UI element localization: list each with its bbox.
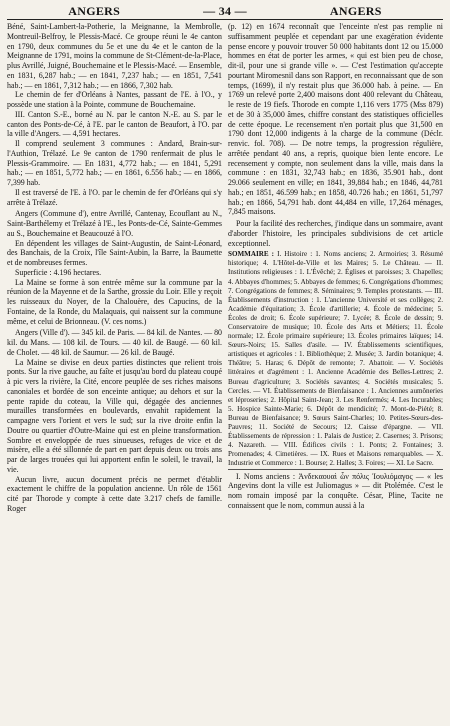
paragraph: III. Canton S.-E., borné au N. par le canton N.-E. au S. par le canton des Ponts-de-Cé, à l'E. par le canton de Beaufort, à l'O. par la ville d'Angers. — 4,591 hectares. <box>7 109 222 139</box>
summary-heading: SOMMAIRE : <box>228 250 275 259</box>
paragraph: Pour la facilité des recherches, j'indique dans un sommaire, avant d'aborder l'histoire, les principales subdivisions de cet article exceptionnel. <box>228 219 443 248</box>
paragraph: Béné, Saint-Lambert-la-Potherie, la Meignanne, la Membrolle, Montreuil-Belfroy, le Plessis-Macé. Ce groupe réuni le 4e canton en 1790, deux communes du 5e et une du 4e et le canton de la Meignanne de 1791, moins la commune de St-Clément-de-la-Place, plus Avrillé, Juigné, Bouchemaine et le Plessis-Macé. — Ensemble, en 1831, 6,287 hab.; — en 1841, 7,237 hab.; — en 1851, 7,541 hab.; — en 1861, 7,312 hab.; — en 1866, 7,302 hab. <box>7 22 222 90</box>
paragraph: La Maine se divise en deux parties distinctes que relient trois ponts. Sur la rive gauche, au faîte et jusqu'au bord du plateau coupé à pic vers la rivière, la Cité, encore peuplée de ses riches maisons canoniales et bordée de son enceinte antique; au dehors et sur la pente rapide du coteau, la Ville qui, dégagée des anciennes murailles transformées en boulevards, envahit rapidement la campagne vers l'orient et vers le sud; sur la rive droite enfin la Doutre ou quartier d'Outre-Maine qui est en pleine transformation. Sombre et enveloppée de rues sinueuses, refuges de vice et de misère, elle a été sillonnée de part en part depuis deux ou trois ans par de larges trouées qui lui apportent enfin le soleil, le travail, la vie. <box>7 357 222 474</box>
paragraph: Angers (Commune d'), entre Avrillé, Cantenay, Ecouflant au N., Saint-Barthélemy et Trélazé à l'E., les Ponts-de-Cé, Sainte-Gemmes au S., Bouchemaine et Beaucouzé à l'O. <box>7 209 222 238</box>
paragraph: (p. 12) en 1674 reconnaît que l'enceinte n'est pas remplie ni suffisamment peuplée et cependant par une exagération évidente pense encore y pouvoir trouver 50 000 habitants dont 12 ou 15.000 hommes en état de porter les armes, « qui est bien peu de chose, dit-il, pour une si grande ville ». — C'est l'estimation qu'accepte pourtant Miromesnil dans son Rapport, en reconnaissant que de son temps, (1699), il n'y restait plus que 36.000 hab. à peine. — En 1769 un relevé porte 2,400 maisons dont 400 relevant du Château, le reste de 19 fiefs. Thorode en compte 1,116 vers 1775 (Mss 879) et de 30 à 35,000 âmes, chiffre constant des statistiques officielles de cette époque. Le recensement n'en portait plus que 31,500 en 1790 dont 12,000 indigents à la charge de la commune (Déclr. renvic. fol. 708). — De notre temps, la progression régulière, arrêtée pendant 40 ans, a repris, quoique bien lente encore. Le recensement y compte, non seulement dans la ville, mais dans la commune : en 1831, 32,743 hab.; en 1836, 35.901 hab., dont 29.066 seulement en ville; en 1841, 39,884 hab.; en 1846, 44,781 hab.; en 1851, 46.599 hab.; en 1858, 40.726 hab.; en 1861, 51,797 hab.; en 1866, 54,791 hab. dont 44,484 en ville, 17,264 ménages, 7,845 maisons. <box>228 22 443 217</box>
paragraph: Le chemin de fer d'Orléans à Nantes, passant de l'E. à l'O., y possède une station à la Pointe, commune de Bouchemaine. <box>7 90 222 109</box>
paragraph: Il comprend seulement 3 communes : Andard, Brain-sur-l'Authion, Trélazé. Le 9e canton de 1790 renfermait de plus le Plessis-Grammoire. — En 1831, 4,772 hab.; — en 1841, 5,291 hab.; — en 1851, 5,772 hab.; — en 1861, 6.556 hab.; — en 1866, 7,399 hab. <box>7 139 222 187</box>
running-header <box>7 4 443 18</box>
paragraph: En dépendent les villages de Saint-Augustin, de Saint-Léonard, des Banchais, de la Croix, l'île Saint-Aubin, la Barre, la Baumette et de nombreuses fermes. <box>7 238 222 267</box>
right-column <box>228 22 443 716</box>
paragraph: La Maine se forme à son entrée même sur la commune par la réunion de la Mayenne et de la Sarthe, grossie du Loir. Elle y reçoit les ruisseaux du Noyer, de la Chalouère, des Capucins, de la Fontaine, de la Ronde, du Malaquais, qui naissent sur la commune même, et celui de Brionneau. (V. ces noms.) <box>7 277 222 326</box>
header-left-title: ANGERS <box>68 4 121 18</box>
header-right-title: ANGERS <box>329 4 382 18</box>
left-column <box>7 22 222 716</box>
paragraph: Il est traversé de l'E. à l'O. par le chemin de fer d'Orléans qui s'y arrête à Trélazé. <box>7 187 222 207</box>
paragraph: Aucun livre, aucun document précis ne permet d'établir exactement le chiffre de la population ancienne. Un rôle de 1561 cité par Thorode y compte à cette date 3.217 chefs de famille. Roger <box>7 474 222 513</box>
paragraph: Superficie : 4.196 hectares. <box>15 267 102 277</box>
summary-block <box>228 250 443 468</box>
header-rule <box>7 19 443 20</box>
footnote: I. Noms anciens : Ἀνδεκαουαὶ ὧν πόλις Ἰουλιόμαγος — « les Angevins dont la ville est Juliomagus » — dit Ptolémée. C'est le nom romain imposé par la conquête. César, Pline, Tacite ne connaissent que le nom, commun aussi à la <box>228 469 443 511</box>
page-number: — 34 — <box>203 4 247 18</box>
summary-text: I. Histoire : 1. Noms anciens; 2. Armoiries; 3. Résumé historique; 4. L'Hôtel-de-Ville et les Maires; 5. Le Château. — II. Institutions religieuses : 1. L'Évêché; 2. Églises et paroisses; 3. Chapelles; 4. Abbayes d'hommes; 5. Abbayes de femmes; 6. Congrégations d'hommes; 7. Congrégations de femmes; 8. Séminaires; 9. Temples protestants. — III. Établissements d'instruction : 1. L'ancienne Université et ses collèges; 2. Académie d'équitation; 3. École d'artillerie; 4. École de médecine; 5. Écoles de droit; 6. École supérieure; 7. Lycée; 8. École de dessin; 9. Conservatoire de musique; 10. École des Arts et Métiers; 11. École normale; 12. École primaire supérieure; 13. Écoles primaires laïques; 14. Sœurs-Noirs; 15. Salles d'asile. — IV. Établissements scientifiques, artistiques et agricoles : 1. Bibliothèque; 2. Musée; 3. Jardin botanique; 4. Théâtre; 5. Haras; 6. Dépôt de remonte; 7. Abattoir. — V. Sociétés littéraires et d'agrément : 1. Ancienne Académie des Belles-Lettres; 2. Bureau d'agriculture; 3. Sociétés savantes; 4. Sociétés musicales; 5. Cercles. — VI. Établissements de Bienfaisance : 1. Anciennes aumôneries et léproseries; 2. Hôpital Saint-Jean; 3. Les Renfermés; 4. Les Incurables; 5. Hospice Sainte-Marie; 6. Dépôt de mendicité; 7. Mont-de-Piété; 8. Bureau de Bienfaisance; 9. Sœurs Saint-Charles; 10. Petites-Sœurs-des-Pauvres; 11. Société de Secours; 12. Caisse d'épargne. — VII. Établissements de répression : 1. Palais de Justice; 2. Casernes; 3. Prisons; 4. Nazareth. — VIII. Édifices civils : 1. Ponts; 2. Fontaines; 3. Promenades; 4. Cimetières. — IX. Rues et Maisons remarquables. — X. Industrie et Commerce : 1. Bourse; 2. Halles; 3. Foires; — XI. Le Sacre. <box>228 250 443 468</box>
paragraph: Angers (Ville d'). — 345 kil. de Paris. — 84 kil. de Nantes. — 80 kil. du Mans. — 108 kil. de Tours. — 40 kil. de Baugé. — 60 kil. de Cholet. — 48 kil. de Saumur. — 26 kil. de Baugé. <box>7 328 222 357</box>
text-columns <box>7 22 443 716</box>
